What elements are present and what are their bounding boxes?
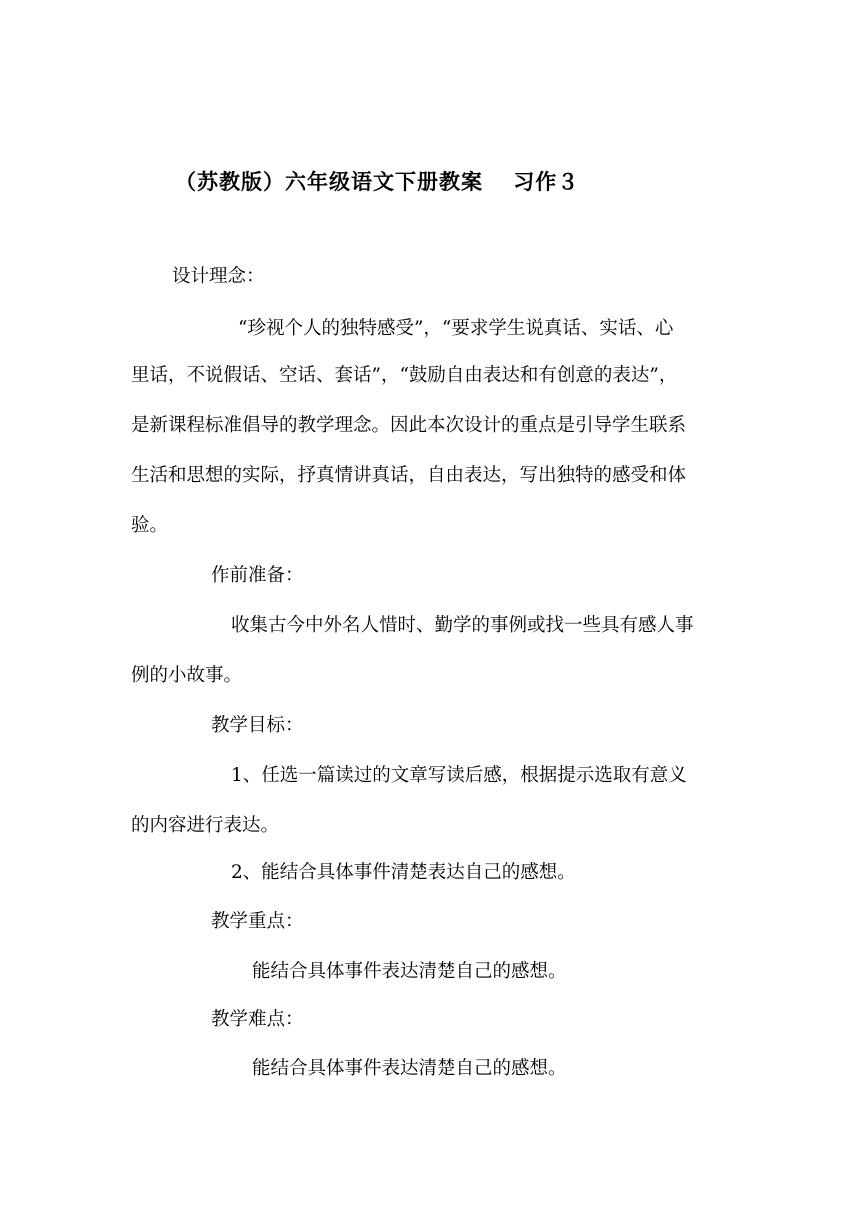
design-concept-heading: 设计理念： — [172, 266, 265, 287]
objective-1-line-1: 1、任选一篇读过的文章写读后感，根据提示选取有意义 — [231, 765, 687, 786]
design-concept-line-1: “珍视个人的独特感受”，“要求学生说真话、实话、心 — [238, 318, 674, 339]
design-concept-line-4: 生活和思想的实际，抒真情讲真话，自由表达，写出独特的感受和体 — [131, 465, 687, 486]
design-concept-line-2: 里话，不说假话、空话、套话”，“鼓励自由表达和有创意的表达”， — [131, 365, 678, 386]
design-concept-line-5: 验。 — [131, 515, 169, 536]
key-point-text: 能结合具体事件表达清楚自己的感想。 — [252, 961, 567, 982]
difficult-point-heading: 教学难点： — [211, 1009, 304, 1030]
objectives-heading: 教学目标： — [211, 715, 304, 736]
design-concept-line-3: 是新课程标准倡导的教学理念。因此本次设计的重点是引导学生联系 — [131, 415, 687, 436]
key-point-heading: 教学重点： — [211, 911, 304, 932]
preparation-heading: 作前准备： — [211, 565, 304, 586]
difficult-point-text: 能结合具体事件表达清楚自己的感想。 — [252, 1058, 567, 1079]
preparation-line-2: 例的小故事。 — [131, 665, 243, 686]
objective-2: 2、能结合具体事件清楚表达自己的感想。 — [231, 862, 576, 883]
document-title: （苏教版）六年级语文下册教案 习作３ — [175, 169, 580, 194]
objective-1-line-2: 的内容进行表达。 — [131, 815, 280, 836]
preparation-line-1: 收集古今中外名人惜时、勤学的事例或找一些具有感人事 — [231, 615, 694, 636]
